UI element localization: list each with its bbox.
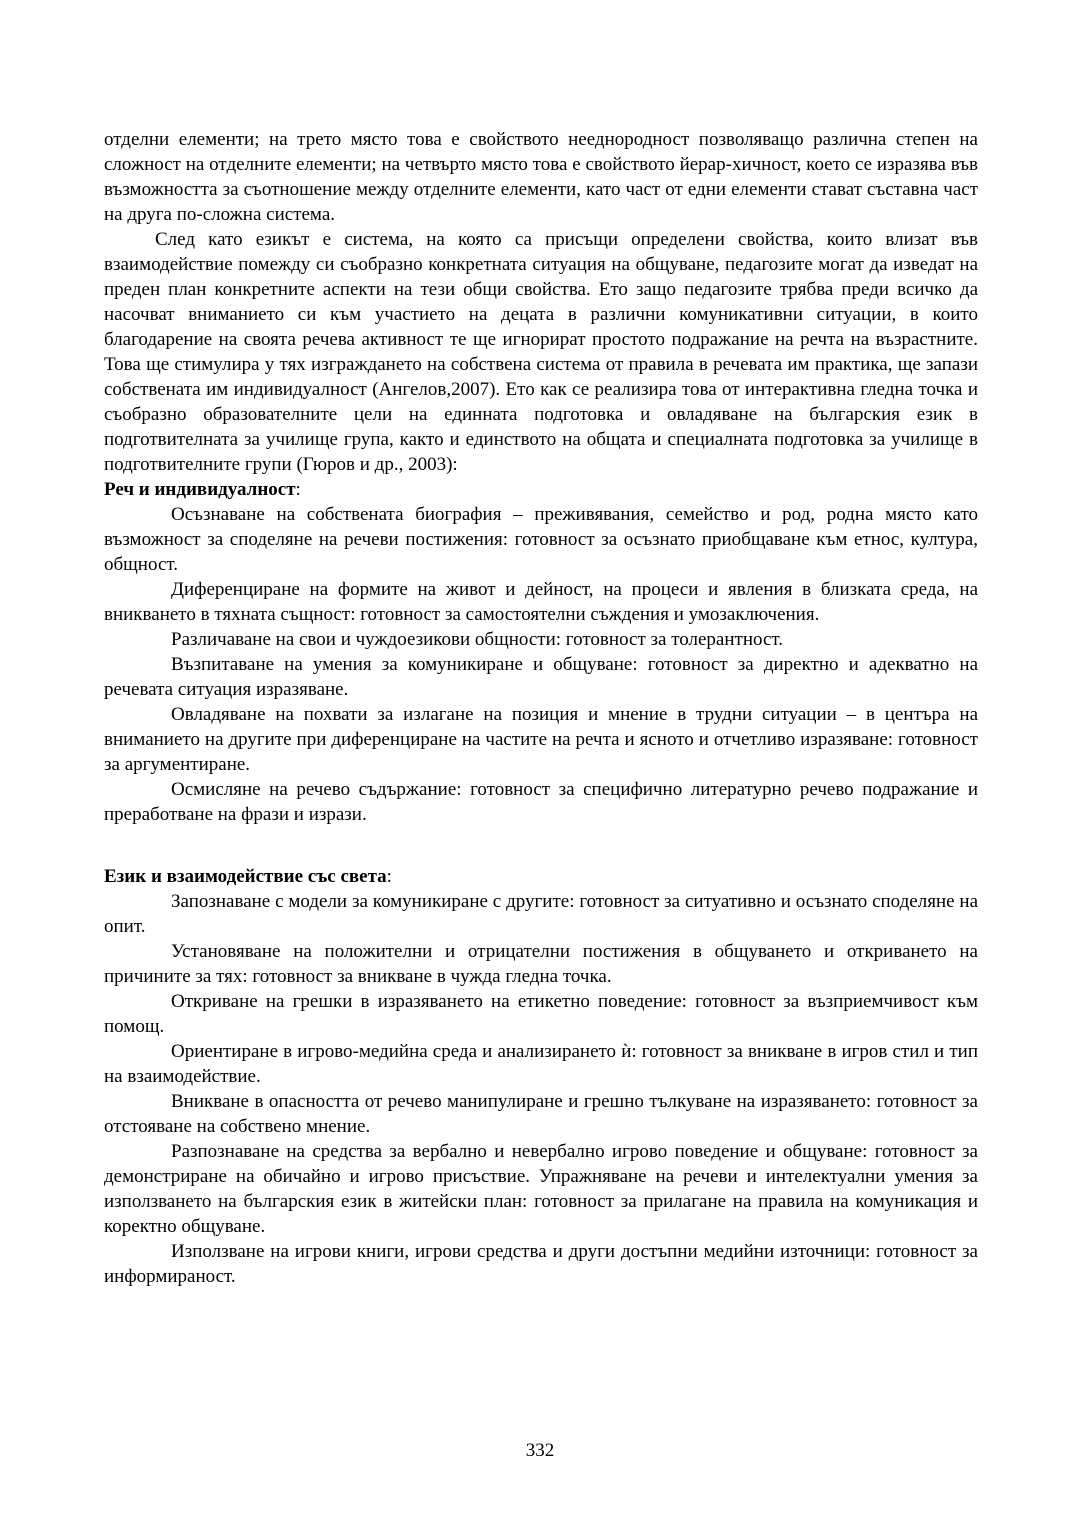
section-heading-speech-individuality — [104, 477, 978, 502]
list-item: Установяване на положителни и отрицателни постижения в общуването и откриването на причините за тях: готовност за вникване в чужда гледна точка. — [104, 941, 978, 987]
list-item: Възпитаване на умения за комуникиране и общуване: готовност за директно и адекватно на речевата ситуация изразяване. — [104, 654, 978, 700]
list-item: Различаване на свои и чуждоезикови общности: готовност за толерантност. — [171, 629, 784, 650]
list-item: Използване на игрови книги, игрови средства и други достъпни медийни източници: готовност за информираност. — [104, 1241, 978, 1287]
page-number: 332 — [525, 1440, 555, 1461]
list-item: Разпознаване на средства за вербално и невербално игрово поведение и общуване: готовност за демонстриране на обичайно и игрово присъствие. Упражняване на речеви и интелектуални умения за използването на българския език в житейски план: готовност за прилагане на правила на комуникация и коректно общуване. — [104, 1141, 978, 1237]
section-heading-language-world — [104, 864, 978, 889]
list-item: Овладяване на похвати за излагане на позиция и мнение в трудни ситуации – в центъра на вниманието на другите при диференциране на частите на речта и ясното и отчетливо изразяване: готовност за аргументиране. — [104, 704, 978, 775]
section-spacer — [104, 827, 978, 864]
paragraph-intro-2: След като езикът е система, на която са присъщи определени свойства, които влизат във взаимодействие помежду си съобразно конкретната ситуация на общуване, педагозите могат да изведат на преден план конкретните аспекти на тези общи свойства. Ето защо педагозите трябва преди всичко да насочват вниманието си към участието на децата в различни комуникативни ситуации, в които благодарение на своята речева активност те ще игнорират простото подражание на речта на възрастните. Това ще стимулира у тях изграждането на собствена система от правила в речевата им практика, ще запази собствената им индивидуалност (Ангелов,2007). Ето как се реализира това от интерактивна гледна точка и съобразно образователните цели на единната подготовка и овладяване на българския език в подготвителната за училище група, както и единството на общата и специалната подготовка за училище в подготвителните групи (Гюров и др., 2003): — [104, 229, 978, 475]
paragraph-intro-1: отделни елементи; на трето място това е свойството нееднородност позволяващо различна степен на сложност на отделните елементи; на четвърто място това е свойството йерар-хичност, което се изразява във възможността за съотношение между отделните елементи, като част от едни елементи стават съставна част на друга по-сложна система. — [104, 129, 978, 225]
list-item: Запознаване с модели за комуникиране с другите: готовност за ситуативно и осъзнато споделяне на опит. — [104, 891, 978, 937]
section-heading-colon: : — [386, 866, 392, 887]
section-heading-text: Език и взаимодействие със света — [104, 866, 387, 887]
list-item: Осъзнаване на собствената биография – преживявания, семейство и род, родна място като възможност за споделяне на речеви постижения: готовност за осъзнато приобщаване към етнос, култура, общност. — [104, 504, 978, 575]
list-item: Диференциране на формите на живот и дейност, на процеси и явления в близката среда, на вникването в тяхната същност: готовност за самостоятелни съждения и умозаключения. — [104, 579, 978, 625]
document-body — [104, 127, 978, 1289]
section-heading-colon: : — [295, 479, 301, 500]
list-item: Осмисляне на речево съдържание: готовност за специфично литературно речево подражание и преработване на фрази и изрази. — [104, 779, 978, 825]
section-heading-text: Реч и индивидуалност — [104, 479, 296, 500]
list-item: Откриване на грешки в изразяването на етикетно поведение: готовност за възприемчивост към помощ. — [104, 991, 978, 1037]
list-item: Ориентиране в игрово-медийна среда и анализирането ѝ: готовност за вникване в игров стил и тип на взаимодействие. — [104, 1041, 978, 1087]
list-item: Вникване в опасността от речево манипулиране и грешно тълкуване на изразяването: готовност за отстояване на собствено мнение. — [104, 1091, 978, 1137]
